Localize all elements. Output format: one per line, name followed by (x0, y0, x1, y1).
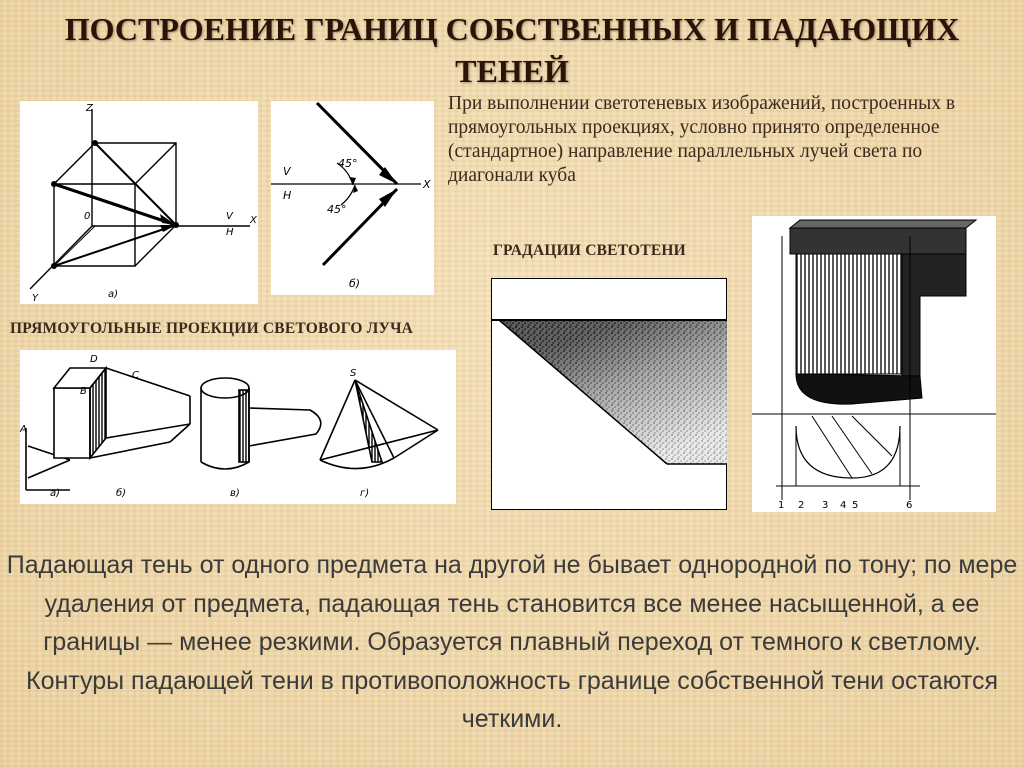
arch-num-5: 5 (852, 500, 859, 511)
angle-top-label: 45° (338, 157, 358, 170)
lead-paragraph: При выполнении светотеневых изображений, построенных в прямоугольных проекциях, условно принято определенное (стандартное) направление параллельных лучей света по диагонали куба (448, 93, 956, 186)
point-c-label: C (132, 370, 139, 381)
plane-v-label: V (226, 211, 233, 222)
body-paragraph: Падающая тень от одного предмета на другой не бывает однородной по тону; по мере удаления от предмета, падающая тень становится все менее насыщенной, а ее границы — менее резкими. Образуется плавный переход от темного к светлому. Контуры падающей тени в противоположность границе собственной тени остаются четкими. (6, 551, 1018, 733)
ray-angle-diagram (271, 101, 434, 295)
axis-x-label: X (423, 178, 431, 191)
projections-heading: ПРЯМОУГОЛЬНЫЕ ПРОЕКЦИИ СВЕТОВОГО ЛУЧА (10, 320, 414, 337)
caption-a: а) (50, 488, 61, 499)
axis-y-label: Y (32, 293, 39, 304)
slide-title (20, 8, 1004, 92)
plane-h-label: H (226, 227, 234, 238)
angle-bottom-label: 45° (327, 203, 347, 216)
arch-num-4: 4 (840, 500, 847, 511)
arch-num-3: 3 (822, 500, 829, 511)
architectural-shadow-diagram (752, 216, 996, 512)
point-b-label: B (80, 386, 87, 397)
point-d-label: D (90, 354, 98, 365)
gradations-heading: ГРАДАЦИИ СВЕТОТЕНИ (493, 242, 686, 259)
arch-num-2: 2 (798, 500, 805, 511)
title-line-1: ПОСТРОЕНИЕ ГРАНИЦ СОБСТВЕННЫХ И ПАДАЮЩИХ (64, 11, 960, 47)
origin-label: 0 (84, 211, 91, 222)
axis-z-label: Z (86, 103, 93, 114)
title-line-2: ТЕНЕЙ (455, 53, 569, 89)
caption-g: г) (360, 488, 370, 499)
point-s-label: S (350, 368, 357, 379)
figure-caption-b: б) (349, 277, 361, 290)
figure-caption-a: а) (108, 289, 119, 300)
plane-h-label: H (283, 189, 292, 202)
cube-diagram (20, 101, 258, 304)
gradation-diagram (491, 278, 727, 510)
arch-num-1: 1 (778, 500, 785, 511)
axis-x-label: X (250, 215, 257, 226)
arch-num-6: 6 (906, 500, 913, 511)
caption-v: в) (230, 488, 240, 499)
plane-v-label: V (283, 165, 291, 178)
caption-b: б) (116, 488, 127, 499)
point-a-label: А (20, 424, 27, 435)
objects-shadow-diagram (20, 350, 456, 504)
